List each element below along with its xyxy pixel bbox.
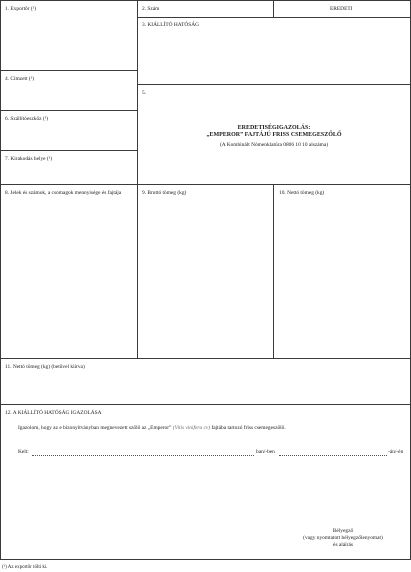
box12-label: 12. A KIÁLLÍTÓ HATÓSÁG IGAZOLÁSA — [5, 410, 102, 416]
divider-col-main — [137, 0, 138, 358]
kelt-middle: ban/-ben — [256, 449, 275, 455]
stamp-line1: Bélyegző — [332, 528, 354, 534]
divider-box1-bottom — [0, 70, 137, 71]
divider-box6-bottom — [0, 150, 137, 151]
divider-box2 — [273, 0, 274, 18]
kelt-end: -án/-én — [388, 449, 404, 455]
box3-label: 3. KIÁLLÍTÓ HATÓSÁG — [142, 22, 200, 28]
divider-upper-bottom — [0, 184, 411, 185]
stamp-line2: (vagy nyomtatott bélyegzőlenyomat) — [303, 535, 383, 541]
box5-label: 5. — [142, 90, 147, 96]
box8-label: 8. Jelek és számok, a csomagok mennyisége és fajtája — [5, 190, 122, 196]
box9-label: 9. Bruttó tömeg (kg) — [142, 190, 187, 196]
box6-label: 6. Szállítóeszköz (¹) — [5, 116, 49, 122]
statement-after: fajtába tartozó friss csemegeszőlő. — [211, 425, 286, 431]
box2-label: 2. Szám — [142, 6, 160, 12]
divider-box4-bottom — [0, 110, 137, 111]
kelt-place-line[interactable] — [32, 455, 254, 456]
divider-box2-bottom — [137, 17, 411, 18]
box10-label: 10. Nettó tömeg (kg) — [279, 190, 325, 196]
box5-subtitle: (A Kombinált Nómenklatúra 0806 10 10 alszáma) — [219, 142, 329, 148]
divider-box12-top — [0, 404, 411, 405]
footnote: (¹) Az exportőr tölti ki. — [2, 565, 48, 570]
kelt-date-line[interactable] — [279, 455, 387, 456]
stamp-line3: és aláírás — [333, 542, 353, 548]
statement-before: Igazolom, hogy az e bizonyítványban megnevezett szőlő az „Emperor” — [18, 425, 172, 431]
kelt-label: Kelt: — [18, 449, 29, 455]
divider-box9-box10 — [273, 184, 274, 358]
box5-title-line2: „EMPEROR” FAJTÁJÚ FRISS CSEMEGESZŐLŐ — [206, 132, 342, 138]
box1-label: 1. Exportőr (¹) — [5, 6, 37, 12]
divider-box3-bottom — [137, 84, 411, 85]
divider-box11-top — [0, 358, 411, 359]
frame-bottom — [0, 559, 411, 560]
box12-statement — [18, 425, 286, 431]
box11-label: 11. Nettó tömeg (kg) (betűvel kiírva) — [5, 364, 85, 370]
frame-left — [0, 0, 1, 560]
box4-label: 4. Címzett (¹) — [5, 76, 35, 82]
frame-top — [0, 0, 411, 1]
box5-title-line1: EREDETISÉGIGAZOLÁS: — [237, 125, 311, 131]
box7-label: 7. Kirakodás helye (¹) — [5, 156, 53, 162]
statement-italic: (Vitis vinifera cv) — [172, 425, 211, 431]
box2-value: EREDETI — [330, 6, 353, 12]
